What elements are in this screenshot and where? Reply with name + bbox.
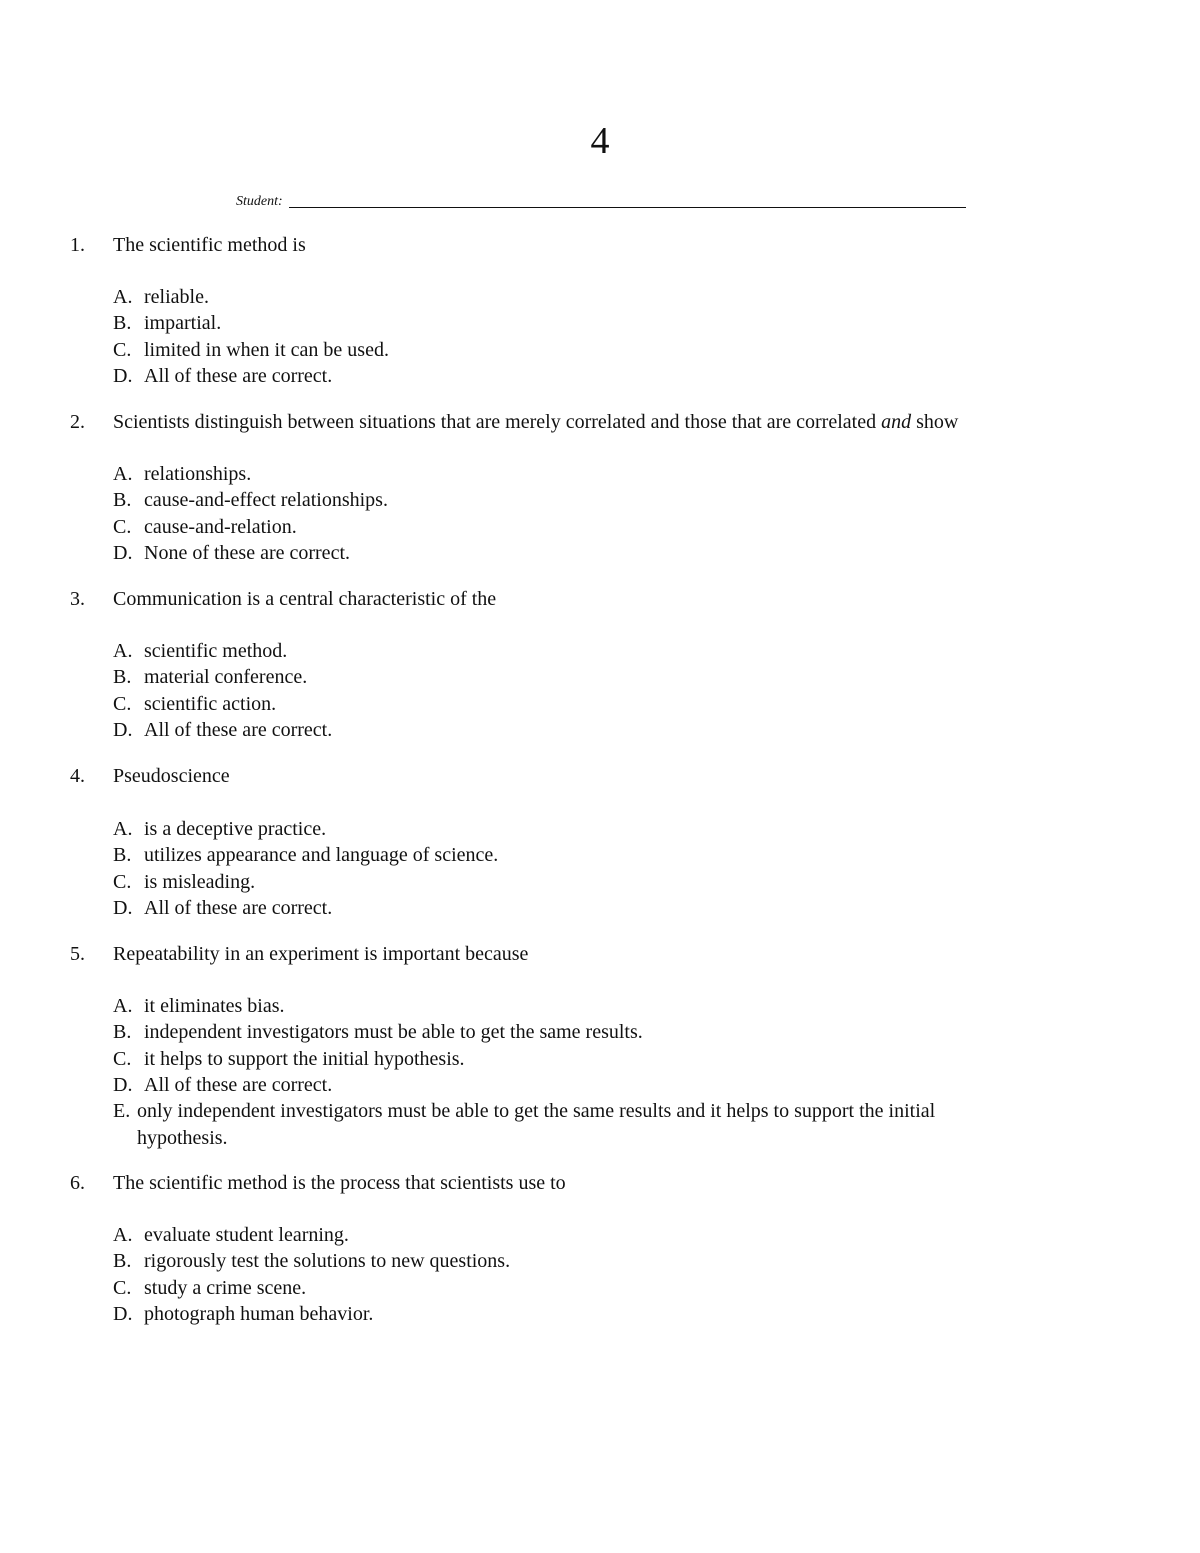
answer-option: [113, 993, 285, 1020]
option-letter: D.: [113, 365, 133, 387]
option-text: it helps to support the initial hypothesis.: [144, 1048, 465, 1070]
question-number: 4.: [70, 765, 85, 787]
answer-option: [113, 487, 388, 514]
option-letter: B.: [113, 489, 132, 511]
option-letter: D.: [113, 719, 133, 741]
answer-option: [113, 869, 255, 896]
answer-option: [113, 842, 498, 869]
option-letter: C.: [113, 1277, 132, 1299]
question-number: 3.: [70, 588, 85, 610]
option-letter: A.: [113, 286, 133, 308]
option-letter: C.: [113, 871, 132, 893]
option-text: independent investigators must be able to get the same results.: [144, 1021, 643, 1043]
question-number: 5.: [70, 943, 85, 965]
answer-option: [113, 1275, 306, 1302]
student-name-line: [236, 188, 966, 210]
answer-option: [113, 816, 326, 843]
answer-option: [113, 664, 307, 691]
option-letter: A.: [113, 995, 133, 1017]
answer-option: [113, 1248, 510, 1275]
stem-emphasis: and: [881, 411, 912, 433]
option-text: is misleading.: [144, 871, 256, 893]
question-number: 1.: [70, 234, 85, 256]
student-name-blank[interactable]: [289, 195, 966, 208]
answer-option: [113, 1046, 465, 1073]
answer-option: [113, 540, 350, 567]
option-text: reliable.: [144, 286, 209, 308]
option-letter: C.: [113, 516, 132, 538]
question-number: 6.: [70, 1172, 85, 1194]
option-text: relationships.: [144, 463, 252, 485]
option-letter: B.: [113, 666, 132, 688]
option-text: photograph human behavior.: [144, 1303, 374, 1325]
option-text: All of these are correct.: [144, 719, 333, 741]
answer-option: [113, 363, 332, 390]
option-letter: D.: [113, 897, 133, 919]
option-text: All of these are correct.: [144, 365, 333, 387]
option-text: All of these are correct.: [144, 897, 333, 919]
answer-option: [113, 310, 221, 337]
answer-option: [113, 895, 332, 922]
option-text: evaluate student learning.: [144, 1224, 349, 1246]
option-letter: E.: [113, 1100, 131, 1122]
option-text: material conference.: [144, 666, 308, 688]
answer-option: [113, 514, 297, 541]
answer-option: [113, 717, 332, 744]
option-text: it eliminates bias.: [144, 995, 285, 1017]
answer-option: [113, 1019, 643, 1046]
answer-option: [113, 337, 389, 364]
option-text: study a crime scene.: [144, 1277, 307, 1299]
question-stem: Communication is a central characteristic of the: [113, 588, 497, 610]
option-text: None of these are correct.: [144, 542, 350, 564]
option-letter: A.: [113, 1224, 133, 1246]
option-text: cause-and-effect relationships.: [144, 489, 388, 511]
option-letter: C.: [113, 1048, 132, 1070]
option-letter: B.: [113, 312, 132, 334]
option-text: All of these are correct.: [144, 1074, 333, 1096]
option-text: limited in when it can be used.: [144, 339, 389, 361]
option-text: utilizes appearance and language of science.: [144, 844, 499, 866]
answer-option: [113, 638, 287, 665]
answer-option: [113, 1301, 373, 1328]
option-text: scientific method.: [144, 640, 288, 662]
option-text: scientific action.: [144, 693, 277, 715]
option-letter: A.: [113, 463, 133, 485]
answer-option: [113, 1072, 332, 1099]
answer-option: [113, 691, 276, 718]
option-text: is a deceptive practice.: [144, 818, 327, 840]
option-letter: A.: [113, 640, 133, 662]
option-letter: B.: [113, 844, 132, 866]
option-letter: B.: [113, 1021, 132, 1043]
option-letter: B.: [113, 1250, 132, 1272]
question-stem: Repeatability in an experiment is important because: [113, 943, 529, 965]
answer-option: [113, 1222, 349, 1249]
answer-option: [113, 284, 209, 311]
question-stem: [113, 409, 958, 435]
answer-option: [113, 461, 251, 488]
student-label: Student:: [236, 194, 283, 209]
question-stem: The scientific method is the process that scientists use to: [113, 1172, 566, 1194]
question-stem: The scientific method is: [113, 234, 306, 256]
option-letter: D.: [113, 1303, 133, 1325]
option-text: only independent investigators must be able to get the same results and it helps to support the initial: [137, 1100, 936, 1122]
option-letter: A.: [113, 818, 133, 840]
option-text: rigorously test the solutions to new questions.: [144, 1250, 511, 1272]
option-letter: C.: [113, 693, 132, 715]
question-stem: Pseudoscience: [113, 765, 230, 787]
option-text: cause-and-relation.: [144, 516, 297, 538]
option-letter: D.: [113, 542, 133, 564]
page-number: 4: [590, 120, 610, 162]
option-text-continuation: hypothesis.: [137, 1127, 228, 1149]
answer-option: [113, 1098, 1103, 1152]
option-letter: D.: [113, 1074, 133, 1096]
option-letter: C.: [113, 339, 132, 361]
stem-text: show: [916, 411, 959, 433]
question-number: 2.: [70, 411, 85, 433]
option-text: impartial.: [144, 312, 222, 334]
stem-text: Scientists distinguish between situations that are merely correlated and those that are correlated: [113, 411, 877, 433]
